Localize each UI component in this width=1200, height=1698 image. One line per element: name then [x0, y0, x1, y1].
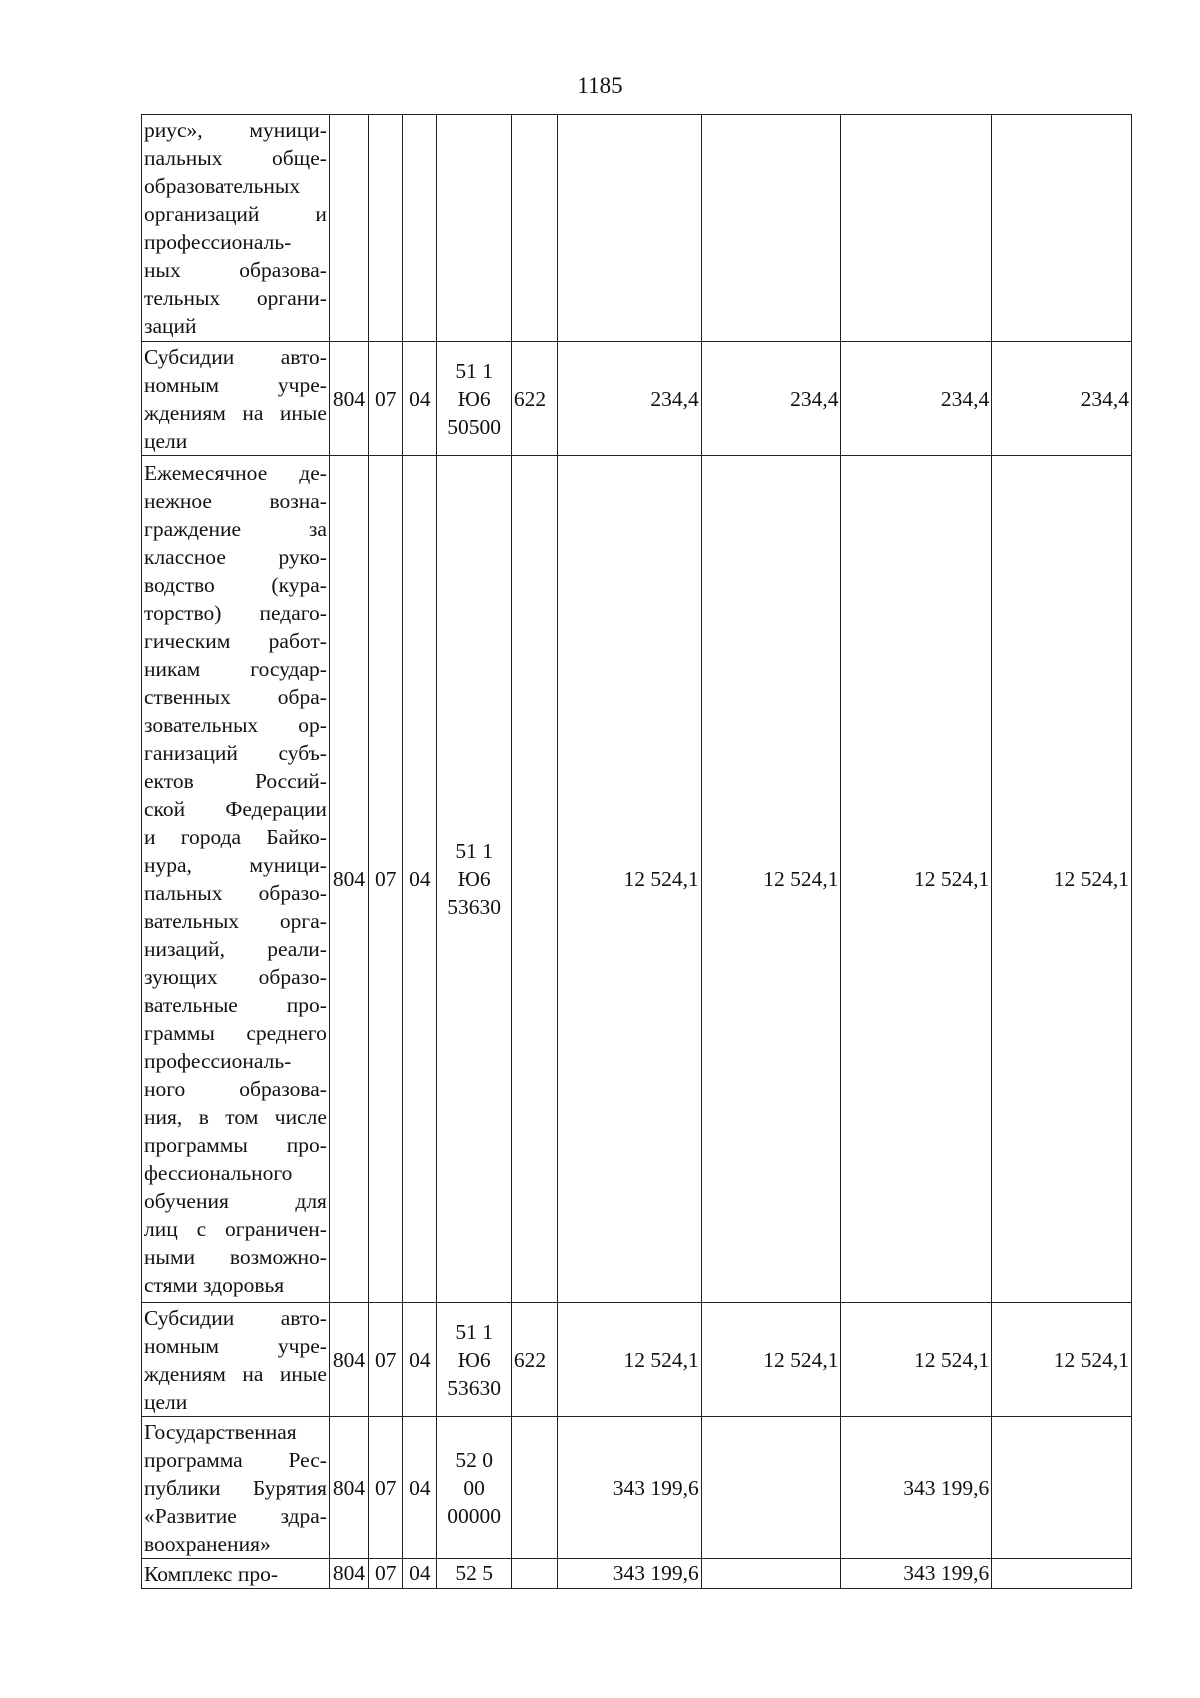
table-row [142, 456, 1132, 1303]
target-article-code-line: Ю6 [457, 867, 491, 891]
amount-col-4 [992, 1559, 1132, 1589]
table-row [142, 342, 1132, 456]
row-name-line: вательные про- [144, 993, 327, 1017]
row-name [142, 1559, 330, 1589]
grbs-code: 804 [329, 1559, 368, 1589]
amount-col-3: 343 199,6 [841, 1417, 992, 1559]
amount-col-3: 12 524,1 [841, 456, 992, 1303]
row-name-line: ганизаций субъ- [144, 741, 327, 765]
row-name-line: водство (кура- [144, 573, 327, 597]
amount-col-3: 343 199,6 [841, 1559, 992, 1589]
amount-col-1: 12 524,1 [558, 456, 702, 1303]
row-name-line: ждениям на иные [144, 400, 327, 425]
amount-col-2: 234,4 [701, 342, 841, 456]
target-article-code-line: Ю6 [457, 386, 491, 411]
section-code: 07 [369, 1303, 403, 1417]
row-name-line: Ежемесячное де- [144, 461, 327, 485]
row-name-line: Субсидии авто- [144, 1305, 327, 1330]
target-article-code-line: 51 1 [455, 839, 493, 863]
row-name-line: программы про- [144, 1133, 327, 1157]
expense-type-code: 622 [511, 342, 557, 456]
amount-col-2 [701, 115, 841, 342]
target-article-code-line: 52 0 [455, 1447, 493, 1472]
row-name-line: Комплекс про- [144, 1561, 278, 1586]
target-article-code-line: 53630 [447, 895, 502, 919]
amount-col-3: 234,4 [841, 342, 992, 456]
target-article-code [437, 1303, 511, 1417]
target-article-code-line: 52 5 [455, 1561, 493, 1585]
amount-col-3: 12 524,1 [841, 1303, 992, 1417]
expense-type-code [511, 456, 557, 1303]
row-name-line: воохранения» [144, 1531, 271, 1556]
row-name [142, 1303, 330, 1417]
target-article-code-line: 53630 [447, 1375, 502, 1400]
row-name-line: цели [144, 1389, 188, 1414]
row-name-line: программа Рес- [144, 1447, 327, 1472]
expense-type-code: 622 [511, 1303, 557, 1417]
amount-col-1 [558, 115, 702, 342]
grbs-code: 804 [329, 342, 368, 456]
target-article-code [437, 115, 511, 342]
amount-col-1: 234,4 [558, 342, 702, 456]
subsection-code: 04 [403, 1559, 437, 1589]
row-name-line: Государственная [144, 1419, 297, 1444]
row-name-line: ственных обра- [144, 685, 327, 709]
row-name [142, 1417, 330, 1559]
target-article-code-line: 51 1 [455, 358, 493, 383]
row-name-line: фессионального [144, 1161, 293, 1185]
grbs-code: 804 [329, 1303, 368, 1417]
row-name-line: профессиональ- [144, 230, 292, 254]
subsection-code [403, 115, 437, 342]
expense-type-code [511, 115, 557, 342]
row-name-line: ния, в том числе [144, 1105, 327, 1129]
row-name-line: заций [144, 314, 197, 338]
row-name-line: стями здоровья [144, 1273, 285, 1297]
row-name-line: лиц с ограничен- [144, 1217, 327, 1241]
target-article-code [437, 1559, 511, 1589]
expense-type-code [511, 1559, 557, 1589]
row-name-line: цели [144, 428, 188, 453]
section-code [369, 115, 403, 342]
amount-col-1: 343 199,6 [558, 1417, 702, 1559]
row-name [142, 115, 330, 342]
amount-col-4: 12 524,1 [992, 1303, 1132, 1417]
row-name-line: зовательных ор- [144, 713, 327, 737]
target-article-code [437, 1417, 511, 1559]
amount-col-4: 234,4 [992, 342, 1132, 456]
amount-col-4 [992, 1417, 1132, 1559]
row-name-line: профессиональ- [144, 1049, 292, 1073]
target-article-code [437, 342, 511, 456]
row-name-line: публики Бурятия [144, 1475, 327, 1500]
subsection-code: 04 [403, 342, 437, 456]
row-name-line: вательных орга- [144, 909, 327, 933]
amount-col-2 [701, 1417, 841, 1559]
target-article-code-line: 51 1 [455, 1319, 493, 1344]
amount-col-4: 12 524,1 [992, 456, 1132, 1303]
amount-col-4 [992, 115, 1132, 342]
amount-col-2 [701, 1559, 841, 1589]
amount-col-1: 12 524,1 [558, 1303, 702, 1417]
section-code: 07 [369, 1559, 403, 1589]
target-article-code-line: 00000 [447, 1503, 502, 1528]
table-row [142, 115, 1132, 342]
target-article-code [437, 456, 511, 1303]
row-name-line: ными возможно- [144, 1245, 327, 1269]
row-name-line: ного образова- [144, 1077, 327, 1101]
row-name [142, 456, 330, 1303]
row-name-line: риус», муници- [144, 118, 327, 142]
subsection-code: 04 [403, 1303, 437, 1417]
row-name-line: ждениям на иные [144, 1361, 327, 1386]
expense-type-code [511, 1417, 557, 1559]
table-row [142, 1559, 1132, 1589]
subsection-code: 04 [403, 456, 437, 1303]
row-name-line: ской Федерации [144, 797, 327, 821]
row-name-line: граммы среднего [144, 1021, 327, 1045]
amount-col-3 [841, 115, 992, 342]
section-code: 07 [369, 342, 403, 456]
target-article-code-line: Ю6 [457, 1347, 491, 1372]
row-name-line: торство) педаго- [144, 601, 327, 625]
page-number: 1185 [577, 73, 623, 98]
row-name-line: номным учре- [144, 1333, 327, 1358]
row-name-line: никам государ- [144, 657, 327, 681]
row-name-line: тельных органи- [144, 286, 327, 310]
row-name-line: пальных обще- [144, 146, 327, 170]
grbs-code: 804 [329, 456, 368, 1303]
grbs-code [329, 115, 368, 342]
table-row [142, 1303, 1132, 1417]
row-name [142, 342, 330, 456]
row-name-line: Субсидии авто- [144, 344, 327, 369]
row-name-line: ных образова- [144, 258, 327, 282]
section-code: 07 [369, 456, 403, 1303]
target-article-code-line: 50500 [447, 414, 502, 439]
row-name-line: низаций, реали- [144, 937, 327, 961]
row-name-line: нежное возна- [144, 489, 327, 513]
row-name-line: граждение за [144, 517, 327, 541]
row-name-line: и города Байко- [144, 825, 327, 849]
row-name-line: гическим работ- [144, 629, 327, 653]
row-name-line: классное руко- [144, 545, 327, 569]
row-name-line: номным учре- [144, 372, 327, 397]
target-article-code-line: 00 [463, 1475, 485, 1500]
row-name-line: нура, муници- [144, 853, 327, 877]
grbs-code: 804 [329, 1417, 368, 1559]
row-name-line: образовательных [144, 174, 301, 198]
section-code: 07 [369, 1417, 403, 1559]
table-row [142, 1417, 1132, 1559]
row-name-line: организаций и [144, 202, 327, 226]
row-name-line: зующих образо- [144, 965, 327, 989]
row-name-line: пальных образо- [144, 881, 327, 905]
row-name-line: «Развитие здра- [144, 1503, 327, 1528]
amount-col-2: 12 524,1 [701, 1303, 841, 1417]
row-name-line: обучения для [144, 1189, 327, 1213]
amount-col-1: 343 199,6 [558, 1559, 702, 1589]
budget-table [141, 114, 1132, 1589]
row-name-line: ектов Россий- [144, 769, 327, 793]
subsection-code: 04 [403, 1417, 437, 1559]
amount-col-2: 12 524,1 [701, 456, 841, 1303]
